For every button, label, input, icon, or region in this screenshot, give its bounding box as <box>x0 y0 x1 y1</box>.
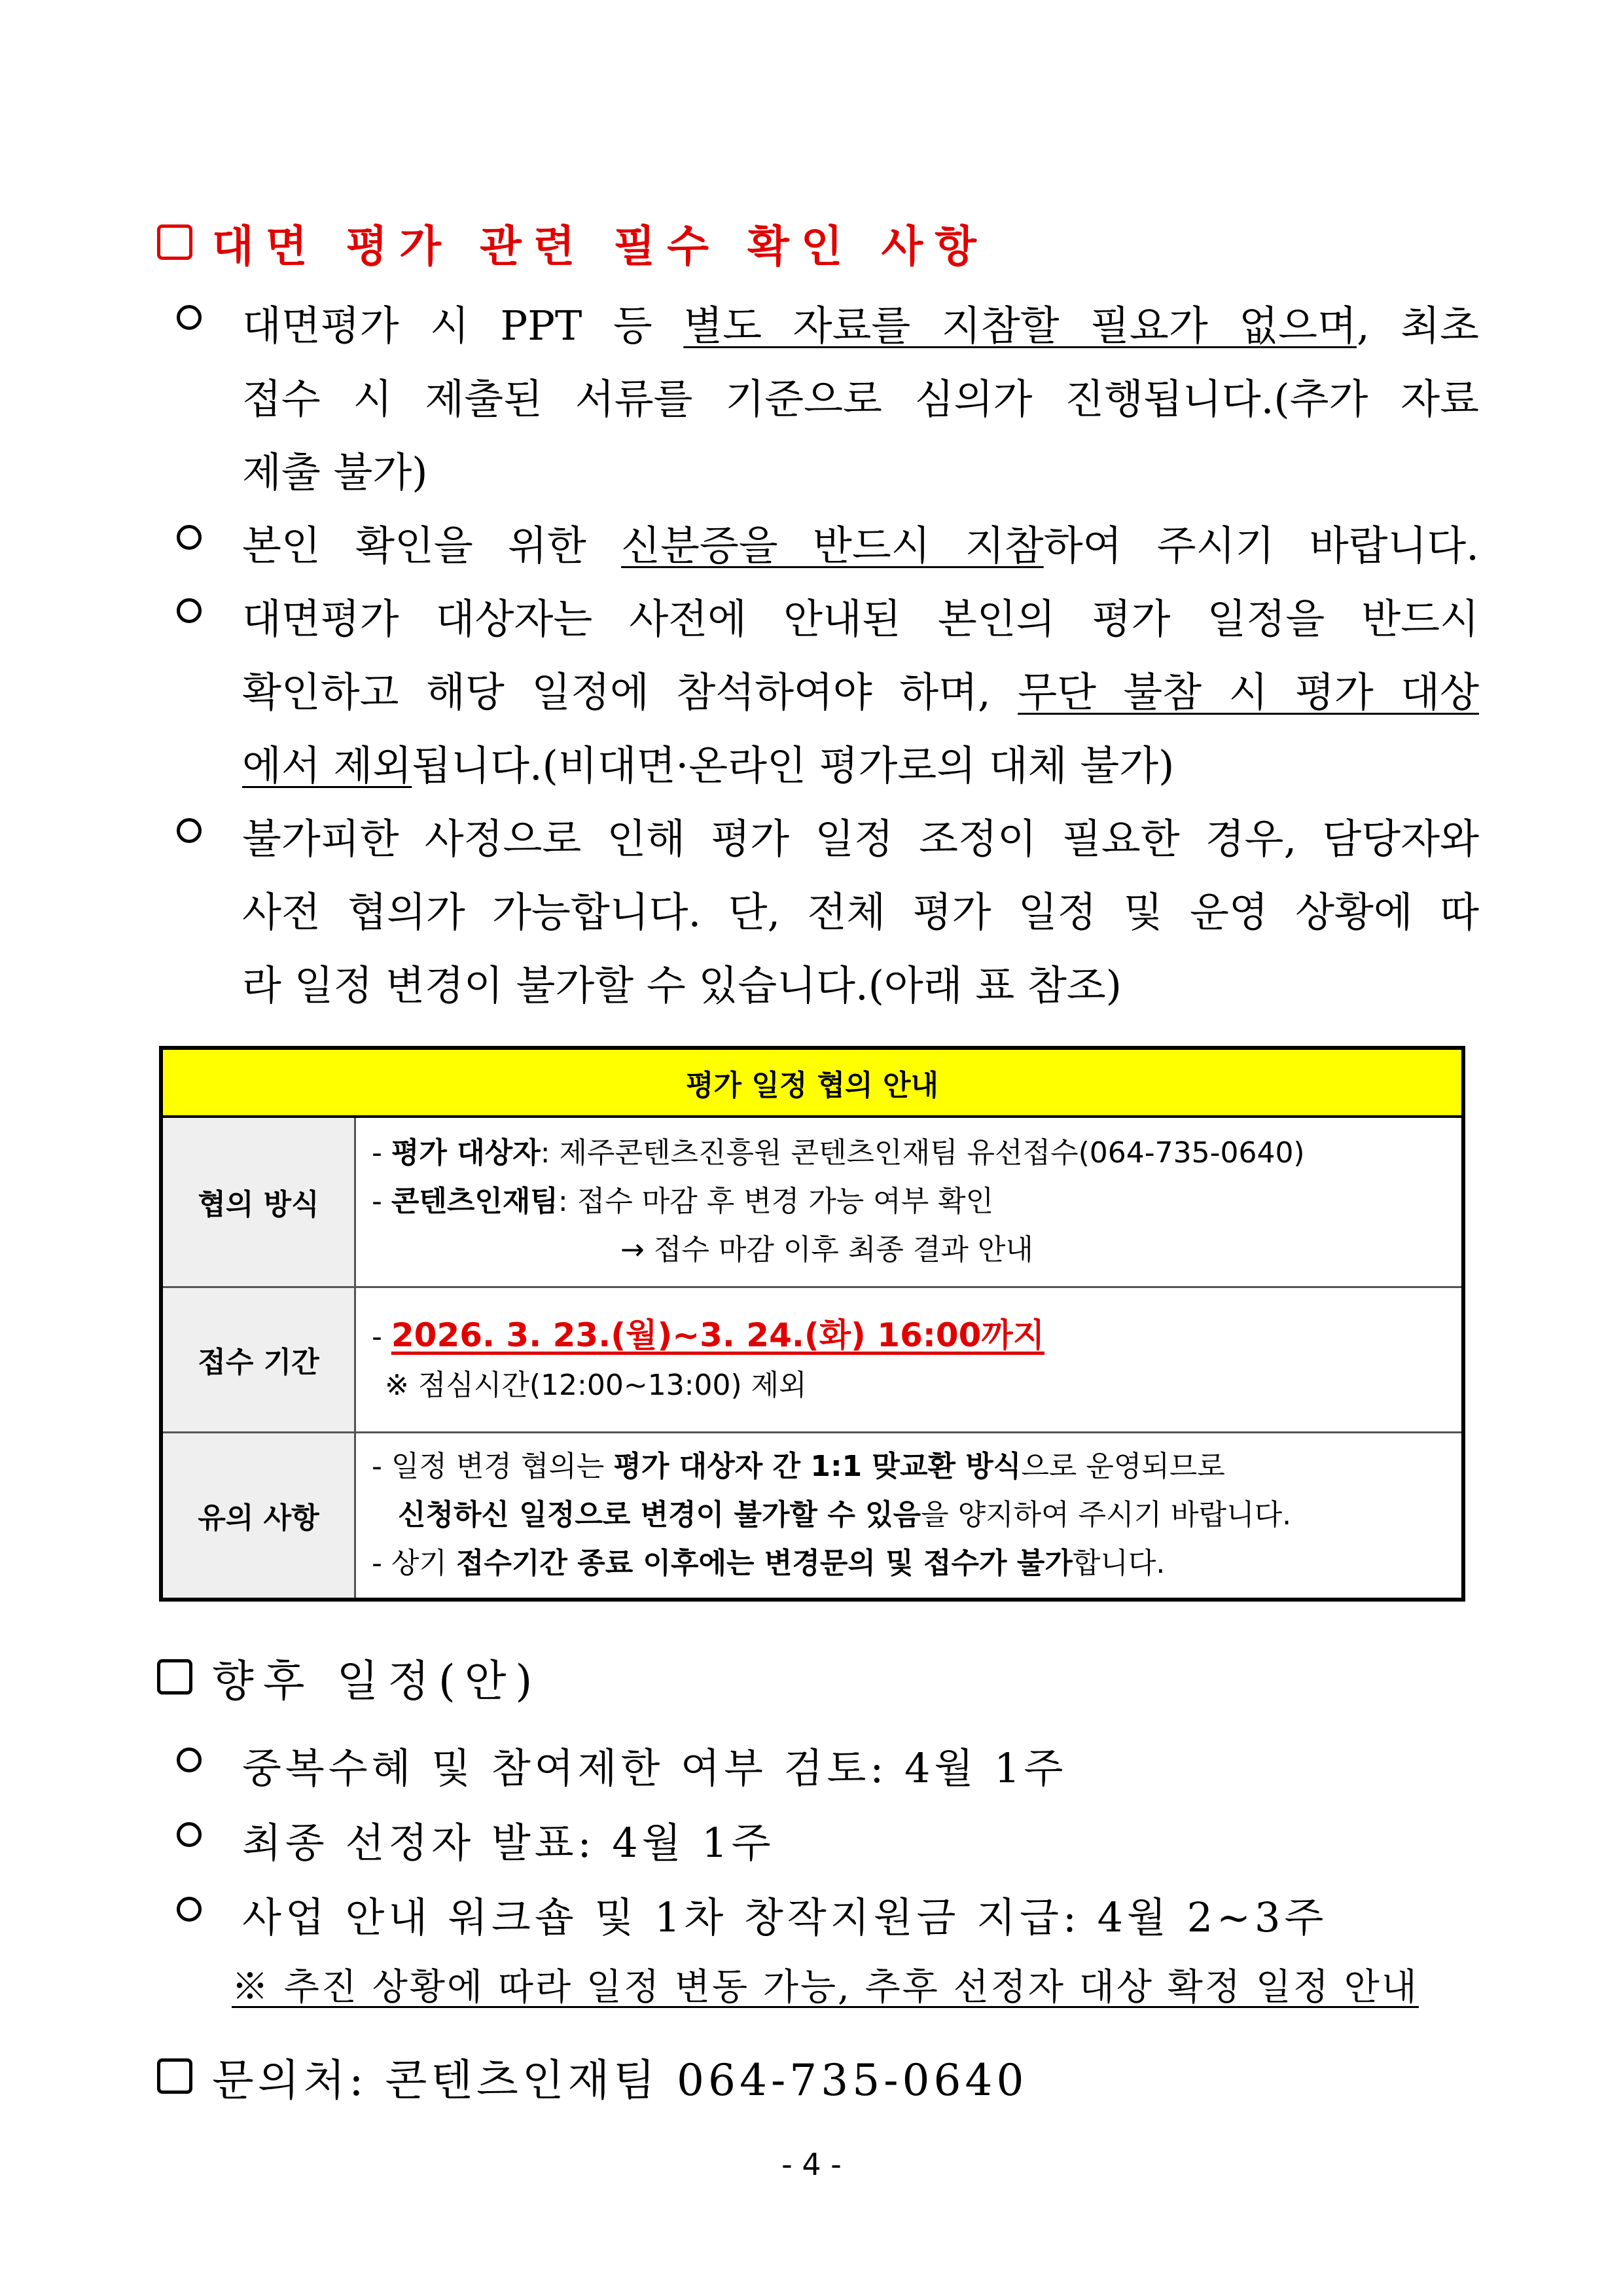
bullet-line: 대면평가 대상자는 사전에 안내된 본인의 평가 일정을 반드시 <box>242 595 1479 643</box>
circle-bullet-icon <box>177 1822 202 1847</box>
bullet-line: 에서 제외됩니다.(비대면·온라인 평가로의 대체 불가) <box>242 742 1175 789</box>
section-title: 대면 평가 관련 필수 확인 사항 <box>212 220 988 272</box>
bullet-line: 불가피한 사정으로 인해 평가 일정 조정이 필요한 경우, 담당자와 <box>242 815 1479 863</box>
schedule-consultation-table <box>159 1046 1465 1602</box>
checkbox-square-icon <box>157 224 192 260</box>
circle-bullet-icon <box>177 1897 202 1922</box>
section-heading-required-checks <box>157 216 988 272</box>
row-label: 유의 사항 <box>161 1432 355 1600</box>
section-heading-future-schedule <box>157 1651 542 1706</box>
circle-bullet-icon <box>177 598 202 623</box>
checkbox-square-icon <box>157 1659 192 1695</box>
bullet-line: 최종 선정자 발표: 4월 1주 <box>242 1819 775 1867</box>
row-content: - 2026. 3. 23.(월)~3. 24.(화) 16:00까지 ※ 점심시간(12:00~13:00) 제외 <box>355 1287 1464 1432</box>
table-row <box>161 1432 1463 1600</box>
row-label: 협의 방식 <box>161 1117 355 1287</box>
table-row <box>161 1287 1463 1432</box>
section-heading-contact <box>157 2050 1028 2106</box>
section-title: 향후 일정(안) <box>212 1655 542 1706</box>
circle-bullet-icon <box>177 525 202 550</box>
bullet-line: 라 일정 변경이 불가할 수 있습니다.(아래 표 참조) <box>242 961 1122 1009</box>
circle-bullet-icon <box>177 1748 202 1772</box>
bullet-line: 사전 협의가 가능합니다. 단, 전체 평가 일정 및 운영 상황에 따 <box>242 888 1479 936</box>
contact-text: 문의처: 콘텐츠인재팀 064-735-0640 <box>212 2054 1028 2106</box>
row-label: 접수 기간 <box>161 1287 355 1432</box>
row-content: - 일정 변경 협의는 평가 대상자 간 1:1 맞교환 방식으로 운영되므로 신청하신 일정으로 변경이 불가할 수 있음을 양지하여 주시기 바랍니다. - 상기 접수기간 종료 이후에는 변경문의 및 접수가 불가합니다. <box>355 1432 1464 1600</box>
checkbox-square-icon <box>157 2058 192 2094</box>
table-header: 평가 일정 협의 안내 <box>161 1048 1463 1117</box>
bullet-line: 확인하고 해당 일정에 참석하여야 하며, 무단 불참 시 평가 대상 <box>242 668 1479 716</box>
schedule-note: ※ 추진 상황에 따라 일정 변동 가능, 추후 선정자 대상 확정 일정 안내 <box>232 1966 1419 2009</box>
circle-bullet-icon <box>177 305 202 330</box>
row-content: - 평가 대상자: 제주콘텐츠진흥원 콘텐츠인재팀 유선접수(064-735-0640) - 콘텐츠인재팀: 접수 마감 후 변경 가능 여부 확인 → 접수 마감 이후 최종 결과 안내 <box>355 1117 1464 1287</box>
bullet-line: 본인 확인을 위한 신분증을 반드시 지참하여 주시기 바랍니다. <box>242 522 1479 569</box>
bullet-line: 접수 시 제출된 서류를 기준으로 심의가 진행됩니다.(추가 자료 <box>242 375 1479 423</box>
bullet-line: 사업 안내 워크숍 및 1차 창작지원금 지급: 4월 2~3주 <box>242 1893 1328 1941</box>
page-number: - 4 - <box>781 2147 842 2182</box>
table-row <box>161 1117 1463 1287</box>
bullet-line: 제출 불가) <box>242 448 428 496</box>
bullet-line: 중복수혜 및 참여제한 여부 검토: 4월 1주 <box>242 1744 1067 1792</box>
circle-bullet-icon <box>177 818 202 843</box>
bullet-line: 대면평가 시 PPT 등 별도 자료를 지참할 필요가 없으며, 최초 <box>242 302 1480 350</box>
